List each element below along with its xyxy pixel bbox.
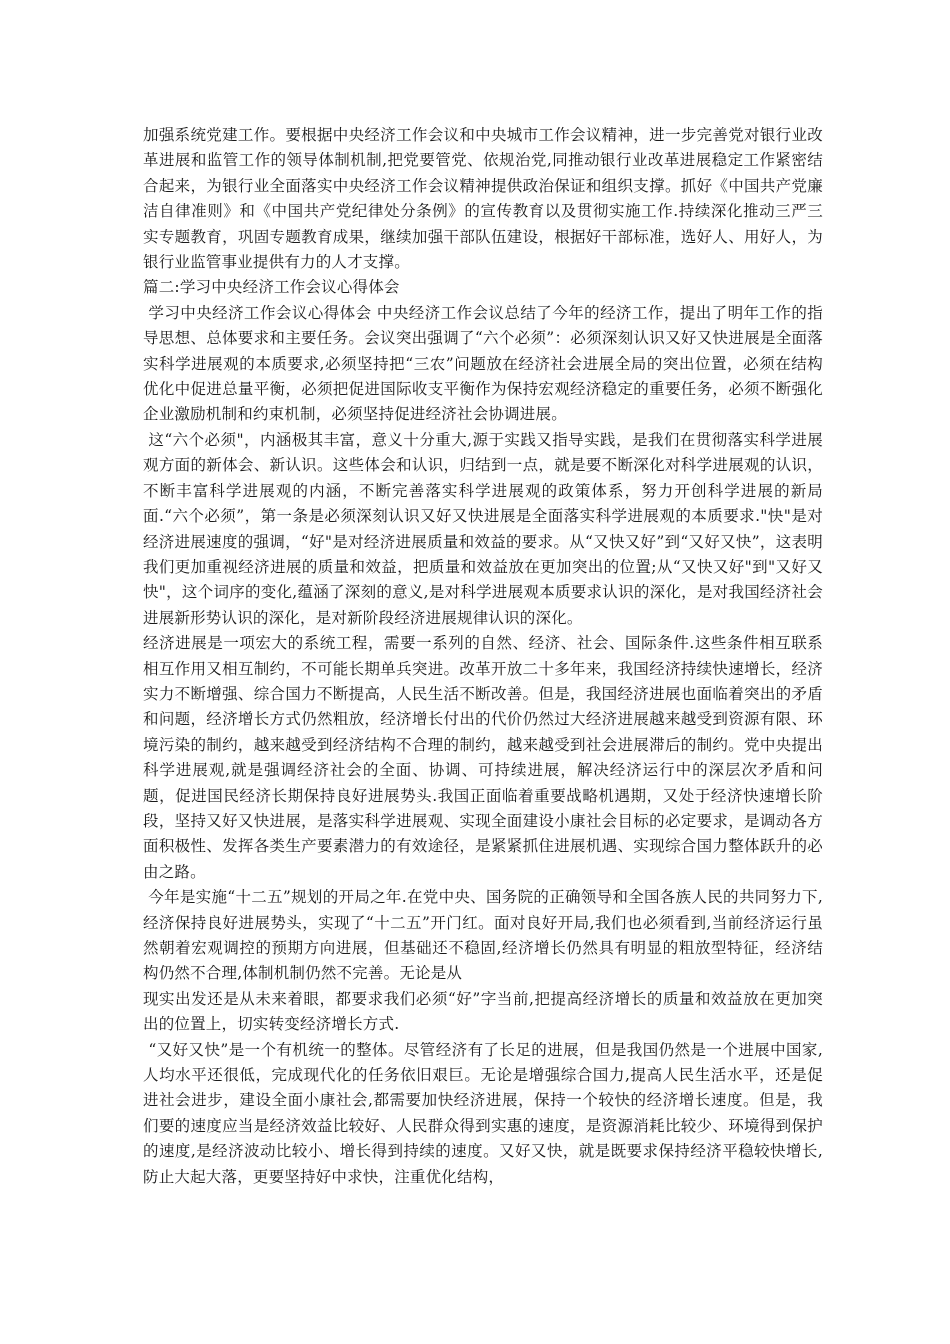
- paragraph-good-and-fast: “又好又快”是一个有机统一的整体。尽管经济有了长足的进展，但是我国仍然是一个进展中国家,人均水平还很低，完成现代化的任务依旧艰巨。无论是增强综合国力,提高人民生活水平，还是促进社会进步，建设全面小康社会,都需要加快经济进展，保持一个较快的经济增长速度。但是，我们要的速度应当是经济效益比较好、人民群众得到实惠的速度，是资源消耗比较少、环境得到保护的速度,是经济波动比较小、增长得到持续的速度。又好又快，就是既要求保持经济平稳较快增长,防止大起大落，更要坚持好中求快，注重优化结构，: [143, 1040, 823, 1186]
- paragraph-six-musts: 这“六个必须"，内涵极其丰富，意义十分重大,源于实践又指导实践，是我们在贯彻落实科学进展观方面的新体会、新认识。这些体会和认识，归结到一点，就是要不断深化对科学进展观的认识，不断丰富科学进展观的内涵，不断完善落实科学进展观的政策体系，努力开创科学进展的新局面.“六个必须”，第一条是必须深刻认识又好又快进展是全面落实科学进展观的本质要求."快"是对经济进展速度的强调，“好"是对经济进展质量和效益的要求。从“又快又好”到“又好又快”，这表明我们更加重视经济进展的质量和效益，把质量和效益放在更加突出的位置;从“又快又好"到"又好又快"，这个词序的变化,蕴涵了深刻的意义,是对科学进展观本质要求认识的深化，是对我国经济社会进展新形势认识的深化，是对新阶段经济进展规律认识的深化。: [143, 430, 823, 627]
- paragraph-reality-future: 现实出发还是从未来着眼，都要求我们必须“好”字当前,把提高经济增长的质量和效益放在更加突出的位置上，切实转变经济增长方式.: [143, 989, 823, 1034]
- paragraph-twelfth-five-year: 今年是实施“十二五”规划的开局之年.在党中央、国务院的正确领导和全国各族人民的共同努力下,经济保持良好进展势头，实现了“十二五”开门红。面对良好开局,我们也必须看到,当前经济运行虽然朝着宏观调控的预期方向进展，但基础还不稳固,经济增长仍然具有明显的粗放型特征，经济结构仍然不合理,体制机制仍然不完善。无论是从: [143, 888, 823, 983]
- section-heading: 篇二:学习中央经济工作会议心得体会: [143, 278, 400, 297]
- paragraph-conference-summary: 学习中央经济工作会议心得体会 中央经济工作会议总结了今年的经济工作，提出了明年工作的指导思想、总体要求和主要任务。会议突出强调了“六个必须”：必须深刻认识又好又快进展是全面落实科学进展观的本质要求,必须坚持把“三农”问题放在经济社会进展全局的突出位置，必须在结构优化中促进总量平衡，必须把促进国际收支平衡作为保持宏观经济稳定的重要任务，必须不断强化企业激励机制和约束机制，必须坚持促进经济社会协调进展。: [143, 303, 823, 424]
- paragraph-system-engineering: 经济进展是一项宏大的系统工程，需要一系列的自然、经济、社会、国际条件.这些条件相互联系相互作用又相互制约，不可能长期单兵突进。改革开放二十多年来，我国经济持续快速增长，经济实力不断增强、综合国力不断提高，人民生活不断改善。但是，我国经济进展也面临着突出的矛盾和问题，经济增长方式仍然粗放，经济增长付出的代价仍然过大经济进展越来越受到资源有限、环境污染的制约，越来越受到经济结构不合理的制约，越来越受到社会进展滞后的制约。党中央提出科学进展观,就是强调经济社会的全面、协调、可持续进展，解决经济运行中的深层次矛盾和问题，促进国民经济长期保持良好进展势头.我国正面临着重要战略机遇期，又处于经济快速增长阶段，坚持又好又快进展，是落实科学进展观、实现全面建设小康社会目标的必定要求，是调动各方面积极性、发挥各类生产要素潜力的有效途径，是紧紧抓住进展机遇、实现综合国力整体跃升的必由之路。: [143, 634, 823, 881]
- document-body: [143, 123, 823, 1190]
- paragraph-party-building: 加强系统党建工作。要根据中央经济工作会议和中央城市工作会议精神，进一步完善党对银行业改革进展和监管工作的领导体制机制,把党要管党、依规治党,同推动银行业改革进展稳定工作紧密结合起来，为银行业全面落实中央经济工作会议精神提供政治保证和组织支撑。抓好《中国共产党廉洁自律准则》和《中国共产党纪律处分条例》的宣传教育以及贯彻实施工作.持续深化推动三严三实专题教育，巩固专题教育成果，继续加强干部队伍建设，根据好干部标准，选好人、用好人，为银行业监管事业提供有力的人才支撑。: [143, 126, 823, 272]
